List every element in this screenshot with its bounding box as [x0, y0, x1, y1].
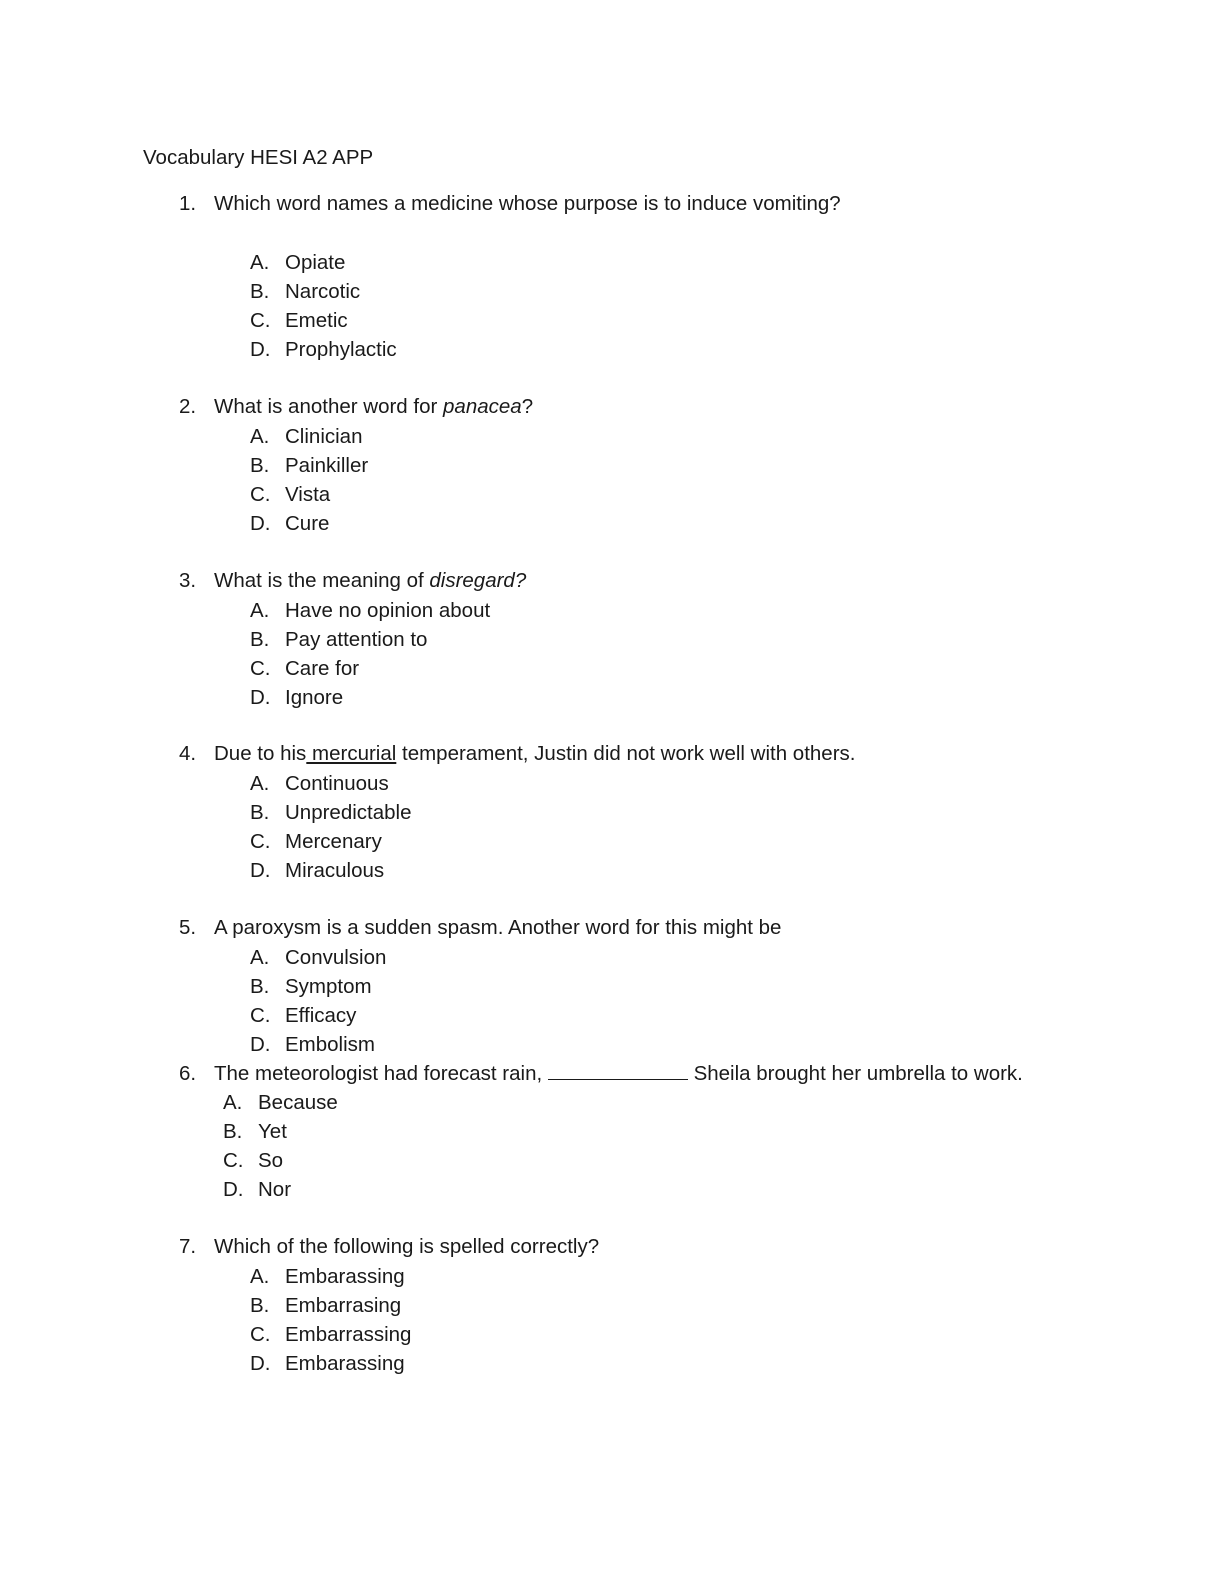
- option-letter: A.: [250, 772, 270, 795]
- option-letter: C.: [250, 483, 271, 506]
- option-text: Embolism: [285, 1033, 375, 1056]
- answer-options: [0, 1088, 1224, 1204]
- option-a: [0, 1088, 1224, 1117]
- question-underlined-word: mercurial: [306, 742, 397, 765]
- fill-in-blank: [548, 1061, 688, 1080]
- option-text: Have no opinion about: [285, 599, 491, 622]
- option-text: Nor: [258, 1178, 292, 1201]
- document-title: Vocabulary HESI A2 APP: [143, 146, 374, 169]
- option-letter: B.: [250, 1294, 270, 1317]
- option-letter: B.: [250, 280, 270, 303]
- option-letter: D.: [250, 338, 271, 361]
- option-text: Cure: [285, 512, 330, 535]
- question-text: Which word names a medicine whose purpose is to induce vomiting?: [214, 192, 841, 215]
- option-letter: A.: [250, 425, 270, 448]
- option-text: Care for: [285, 657, 360, 680]
- option-text: Ignore: [285, 686, 344, 709]
- option-letter: B.: [250, 801, 270, 824]
- option-letter: C.: [250, 309, 271, 332]
- option-text: Emetic: [285, 309, 348, 332]
- option-text: Because: [258, 1091, 338, 1114]
- option-c: [0, 1320, 1224, 1349]
- option-letter: C.: [250, 830, 271, 853]
- answer-options: [0, 943, 1224, 1059]
- option-letter: A.: [250, 251, 270, 274]
- option-letter: B.: [250, 975, 270, 998]
- option-text: Symptom: [285, 975, 372, 998]
- option-c: [0, 1001, 1224, 1030]
- option-letter: C.: [223, 1149, 244, 1172]
- option-text: Clinician: [285, 425, 363, 448]
- question-number: 6.: [179, 1062, 197, 1085]
- option-letter: B.: [250, 628, 270, 651]
- option-a: [0, 248, 1224, 277]
- option-d: [0, 1349, 1224, 1378]
- question-number: 7.: [179, 1235, 197, 1258]
- option-text: Painkiller: [285, 454, 369, 477]
- option-text: Unpredictable: [285, 801, 412, 824]
- question-text: A paroxysm is a sudden spasm. Another word for this might be: [214, 916, 782, 939]
- question-number: 3.: [179, 569, 197, 592]
- question-5: [0, 915, 1224, 1059]
- option-a: [0, 943, 1224, 972]
- option-text: Mercenary: [285, 830, 382, 853]
- option-letter: B.: [223, 1120, 243, 1143]
- question-4: [0, 741, 1224, 885]
- question-line: [179, 1059, 1034, 1088]
- option-b: [0, 1291, 1224, 1320]
- question-1: [0, 191, 1224, 364]
- answer-options: [0, 248, 1224, 364]
- option-a: [0, 769, 1224, 798]
- question-number: 2.: [179, 395, 197, 418]
- option-letter: D.: [250, 859, 271, 882]
- option-letter: D.: [250, 686, 271, 709]
- option-letter: D.: [250, 1033, 271, 1056]
- option-c: [0, 480, 1224, 509]
- question-3: [0, 568, 1224, 712]
- question-text-part: Due to his: [214, 742, 307, 765]
- question-text: [214, 568, 526, 594]
- option-d: [0, 1030, 1224, 1059]
- option-text: Embarassing: [285, 1352, 405, 1375]
- question-text-part: Sheila brought her umbrella to work.: [687, 1062, 1023, 1085]
- question-number: 1.: [179, 192, 197, 215]
- option-text: Convulsion: [285, 946, 387, 969]
- option-d: [0, 683, 1224, 712]
- option-text: Embarrasing: [285, 1294, 402, 1317]
- option-text: So: [258, 1149, 284, 1172]
- option-c: [0, 827, 1224, 856]
- option-a: [0, 422, 1224, 451]
- option-a: [0, 596, 1224, 625]
- question-emphasis: panacea: [443, 395, 522, 418]
- option-b: [0, 625, 1224, 654]
- question-7: [0, 1234, 1224, 1378]
- answer-options: [0, 422, 1224, 538]
- question-number: 5.: [179, 916, 197, 939]
- question-2: [0, 394, 1224, 538]
- option-text: Embarrassing: [285, 1323, 412, 1346]
- option-d: [0, 856, 1224, 885]
- option-text: Miraculous: [285, 859, 385, 882]
- option-text: Continuous: [285, 772, 389, 795]
- option-letter: A.: [250, 946, 270, 969]
- option-b: [0, 798, 1224, 827]
- option-letter: D.: [250, 512, 271, 535]
- answer-options: [0, 769, 1224, 885]
- option-letter: C.: [250, 657, 271, 680]
- question-text-part: temperament, Justin did not work well with others.: [396, 742, 856, 765]
- answer-options: [0, 596, 1224, 712]
- option-d: [0, 509, 1224, 538]
- option-text: Efficacy: [285, 1004, 357, 1027]
- option-d: [0, 1175, 1224, 1204]
- option-c: [0, 306, 1224, 335]
- question-6: [0, 1059, 1224, 1204]
- option-text: Opiate: [285, 251, 346, 274]
- question-text: Which of the following is spelled correctly?: [214, 1235, 600, 1258]
- option-letter: A.: [223, 1091, 243, 1114]
- option-letter: A.: [250, 1265, 270, 1288]
- question-emphasis: disregard?: [429, 569, 527, 592]
- option-letter: B.: [250, 454, 270, 477]
- option-text: Narcotic: [285, 280, 361, 303]
- option-text: Pay attention to: [285, 628, 428, 651]
- option-b: [0, 972, 1224, 1001]
- option-text: Vista: [285, 483, 331, 506]
- option-b: [0, 451, 1224, 480]
- question-text: [214, 394, 533, 420]
- question-text-part: What is the meaning of: [214, 569, 430, 592]
- option-letter: A.: [250, 599, 270, 622]
- question-number: 4.: [179, 742, 197, 765]
- option-text: Prophylactic: [285, 338, 397, 361]
- answer-options: [0, 1262, 1224, 1378]
- question-text-part: ?: [521, 395, 534, 418]
- question-text: [214, 1062, 1023, 1085]
- option-letter: D.: [250, 1352, 271, 1375]
- option-text: Yet: [258, 1120, 287, 1143]
- question-text-part: The meteorologist had forecast rain,: [214, 1062, 548, 1085]
- option-a: [0, 1262, 1224, 1291]
- question-text: [214, 741, 855, 767]
- option-letter: D.: [223, 1178, 244, 1201]
- option-b: [0, 277, 1224, 306]
- option-letter: C.: [250, 1323, 271, 1346]
- option-b: [0, 1117, 1224, 1146]
- option-d: [0, 335, 1224, 364]
- option-c: [0, 1146, 1224, 1175]
- option-c: [0, 654, 1224, 683]
- option-text: Embarassing: [285, 1265, 405, 1288]
- question-text-part: What is another word for: [214, 395, 444, 418]
- option-letter: C.: [250, 1004, 271, 1027]
